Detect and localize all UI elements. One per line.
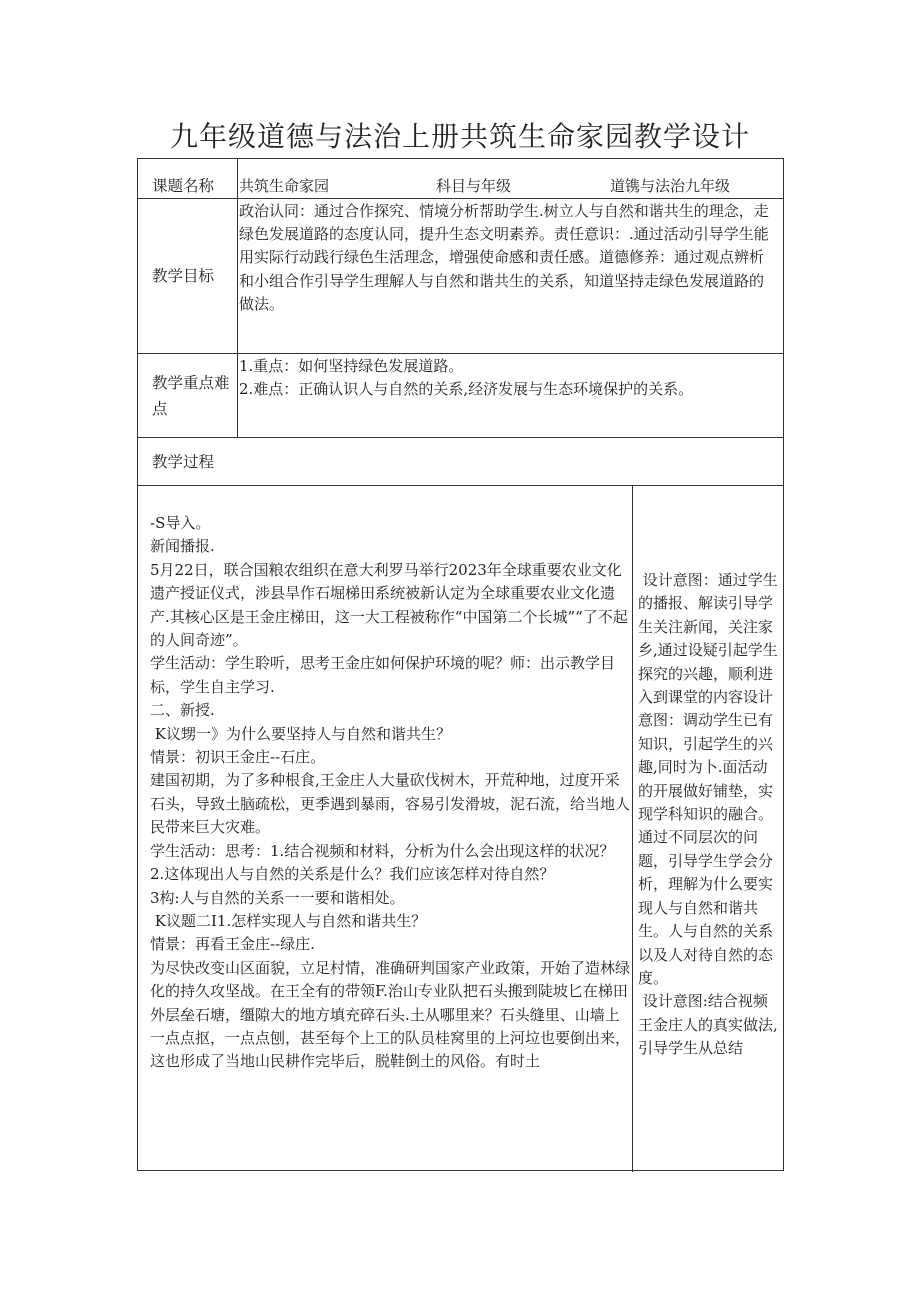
goals-text: 政治认同：通过合作探究、情境分析帮助学生.树立人与自然和谐共生的理念，走绿色发展道路的态度认同，提升生态文明素养。责任意识：.通过活动引导学生能用实际行动践行绿色生活理念，增强使命感和责任感。道德修养：通过观点辨析和小组合作引导学生理解人与自然和谐共生的关系，知道坚持走绿色发展道路的做法。 bbox=[239, 202, 769, 313]
process-paragraph: 建国初期，为了多种根食,王金庄人大量砍伐树木，开荒种地，过度开采石头，导致土脑疏松，更季遇到暴雨，容易引发滑坡，泥石流，给当地人民带来巨大灾难。 bbox=[150, 771, 631, 837]
process-paragraph: K议题二I1.怎样实现人与自然和谐共生？ bbox=[150, 911, 427, 930]
process-paragraph: 情景：再看王金庄--绿庄. bbox=[150, 935, 315, 954]
process-main-column bbox=[150, 512, 632, 1074]
process-paragraph: 3构:人与自然的关系一一要和谐相处。 bbox=[150, 888, 405, 907]
key-points-label: 教学重点难点 bbox=[152, 374, 230, 418]
process-paragraph: 情景：初识王金庄--石庄。 bbox=[150, 748, 326, 767]
process-paragraph: -S导入。 bbox=[150, 514, 211, 532]
goals-label: 教学目标 bbox=[152, 267, 215, 285]
design-intent-paragraph: 设计意图:结合视频王金庄人的真实做法,引导学生从总结 bbox=[638, 992, 778, 1058]
key-points-row bbox=[138, 354, 783, 438]
process-paragraph: K议甥一》为什么要坚持人与自然和谐共生？ bbox=[150, 724, 451, 743]
document-title: 九年级道德与法治上册共筑生命家园教学设计 bbox=[169, 120, 750, 153]
subject-value: 道镌与法治九年级 bbox=[610, 177, 731, 195]
process-paragraph: 学生活动：思考：1.结合视频和材料，分析为什么会出现这样的状况？ bbox=[150, 841, 615, 860]
subject-label: 科目与年级 bbox=[436, 177, 512, 195]
topic-row bbox=[138, 159, 783, 199]
process-label-row bbox=[138, 438, 783, 486]
process-content-row bbox=[138, 486, 783, 1172]
lesson-plan-table bbox=[137, 158, 784, 1171]
design-intent-column bbox=[638, 569, 780, 1061]
topic-label: 课题名称 bbox=[152, 177, 215, 195]
goals-row bbox=[138, 199, 783, 354]
process-paragraph: 2.这体现出人与自然的关系是什么？我们应该怎样对待自然？ bbox=[150, 865, 555, 884]
key-point-1: 1.重点：如何坚持绿色发展道路。 bbox=[239, 357, 464, 375]
key-point-2: 2.难点：正确认识人与自然的关系,经济发展与生态环境保护的关系。 bbox=[239, 380, 694, 399]
process-paragraph: 学生活动：学生聆听，思考王金庄如何保护环境的呢？师：出示教学目标，学生自主学习. bbox=[150, 654, 616, 696]
process-label: 教学过程 bbox=[152, 453, 215, 471]
process-paragraph: 二、新授. bbox=[150, 701, 215, 720]
process-paragraph: 5月22日，联合国粮农组织在意大利罗马举行2023年全球重要农业文化遗产授证仪式，涉县旱作石堀梯田系统被新认定为全球重要农业文化遗产.其核心区是王金庄梯田，这一大工程被称作“中国第二个长城”“了不起的人间奇迹”。 bbox=[150, 560, 628, 650]
design-intent-paragraph: 设计意图：通过学生的播报、解读引导学生关注新闻，关注家乡,通过设疑引起学生探究的兴趣，顺利进入到课堂的内容设计意图：调动学生已有知识，引起学生的兴趣,同时为卜.面活动的开展做好铺垫，实现学科知识的融合。通过不同层次的问题，引导学生学会分析，理解为什么要实现人与自然和谐共生。人与自然的关系以及人对待自然的态度。 bbox=[638, 571, 778, 987]
topic-value: 共筑生命家园 bbox=[239, 177, 330, 195]
process-paragraph: 为尽快改变山区面貌，立足村情，准确研判国家产业政策，开始了造林绿化的持久攻坚战。在王全有的带领F.治山专业队把石头搬到陡坡匕在梯田外层垒石塘，缰隙大的地方填充碎石头.土从哪里来？石头缝里、山墙上一点点抠，一点点刨，甚至每个上工的队员桂窝里的上河垃也要倒出来，这也形成了当地山民耕作完毕后，脱鞋倒土的风俗。有时土 bbox=[150, 958, 631, 1071]
process-paragraph: 新闻播报. bbox=[150, 537, 215, 556]
